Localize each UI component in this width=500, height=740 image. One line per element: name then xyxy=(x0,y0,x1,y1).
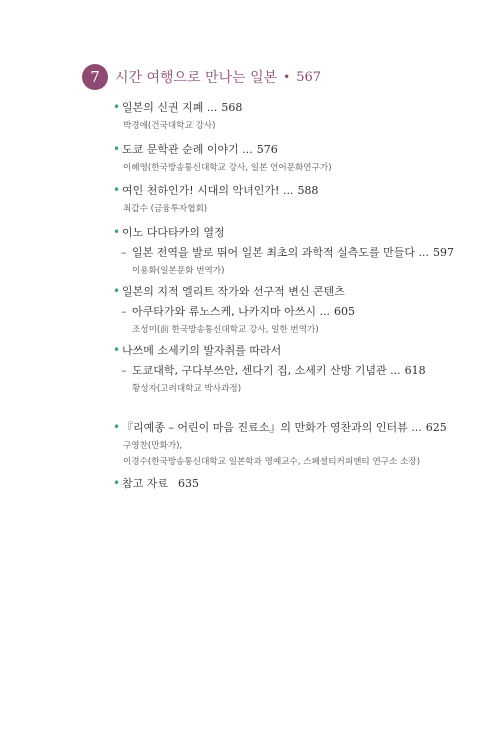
entry-author-2: 이경수(한국방송통신대학교 일본학과 명예교수, 스페셜티커피앤티 연구소 소장) xyxy=(123,457,421,467)
entry-title: 『리예종 – 어린이 마음 진료소』의 만화가 영찬과의 인터뷰 ... xyxy=(122,421,422,434)
entry-page: 568 xyxy=(221,101,243,114)
entry-subtitle: 일본 전역을 발로 뛰어 일본 최초의 과학적 실측도를 만들다 ... xyxy=(132,246,429,259)
bullet-icon: • xyxy=(113,100,121,114)
toc-entry[interactable] xyxy=(113,224,454,276)
entry-title: 여인 천하인가! 시대의 악녀인가! ... xyxy=(122,184,294,197)
entry-title: 이노 다다타카의 열정 xyxy=(122,226,225,239)
entry-author: 이혜영(한국방송통신대학교 강사, 일본 언어문화연구가) xyxy=(123,163,332,173)
bullet-icon: • xyxy=(113,284,121,298)
toc-entry[interactable] xyxy=(113,342,426,394)
chapter-heading xyxy=(82,64,321,90)
bullet-icon: • xyxy=(113,183,121,197)
entry-page: 576 xyxy=(256,143,278,156)
toc-entry[interactable] xyxy=(113,99,242,131)
entry-page: 605 xyxy=(334,305,355,318)
chapter-page: 567 xyxy=(296,69,322,85)
bullet-icon: • xyxy=(113,142,121,156)
entry-author: 구영찬(만화가), xyxy=(123,441,183,451)
entry-page: 625 xyxy=(425,421,447,434)
toc-entry[interactable] xyxy=(113,141,332,173)
entry-subtitle: 도쿄대학, 구다부쓰안, 센다기 집, 소세키 산방 기념관 ... xyxy=(132,364,401,377)
entry-page: 588 xyxy=(297,184,319,197)
entry-title: 참고 자료 xyxy=(122,477,169,490)
entry-title: 도쿄 문학관 순례 이야기 ... xyxy=(122,143,253,156)
bullet-icon: • xyxy=(113,343,121,357)
entry-page: 635 xyxy=(178,477,200,490)
entry-page: 618 xyxy=(404,364,426,377)
dash-icon: – xyxy=(121,305,127,318)
entry-title: 일본의 신권 지폐 ... xyxy=(122,101,218,114)
dash-icon: – xyxy=(121,246,127,259)
entry-author: 조성미(前 한국방송통신대학교 강사, 일한 번역가) xyxy=(132,325,319,335)
toc-entry[interactable] xyxy=(113,475,199,491)
entry-subtitle: 아쿠타가와 류노스케, 나카지마 아쓰시 ... xyxy=(132,305,330,318)
entry-author: 황성자(고려대학교 박사과정) xyxy=(132,384,242,394)
bullet-icon: • xyxy=(113,476,121,490)
entry-page: 597 xyxy=(432,246,454,259)
entry-author: 박경애(건국대학교 강사) xyxy=(123,121,216,131)
bullet-icon: • xyxy=(113,225,121,239)
bullet-icon: • xyxy=(113,420,121,434)
toc-entry[interactable] xyxy=(113,419,447,467)
entry-author: 이용화(일본문화 번역가) xyxy=(132,266,225,276)
entry-title: 일본의 지적 엘리트 작가와 선구적 변신 콘텐츠 xyxy=(122,285,345,298)
chapter-dot: • xyxy=(283,70,291,84)
dash-icon: – xyxy=(121,364,127,377)
chapter-title: 시간 여행으로 만나는 일본 xyxy=(115,70,278,86)
chapter-number-badge: 7 xyxy=(82,64,108,90)
toc-entry[interactable] xyxy=(113,283,355,335)
entry-title: 나쓰메 소세키의 발자취를 따라서 xyxy=(122,344,282,357)
entry-author: 최갑수 (금융투자협회) xyxy=(123,204,208,214)
toc-entry[interactable] xyxy=(113,182,318,214)
